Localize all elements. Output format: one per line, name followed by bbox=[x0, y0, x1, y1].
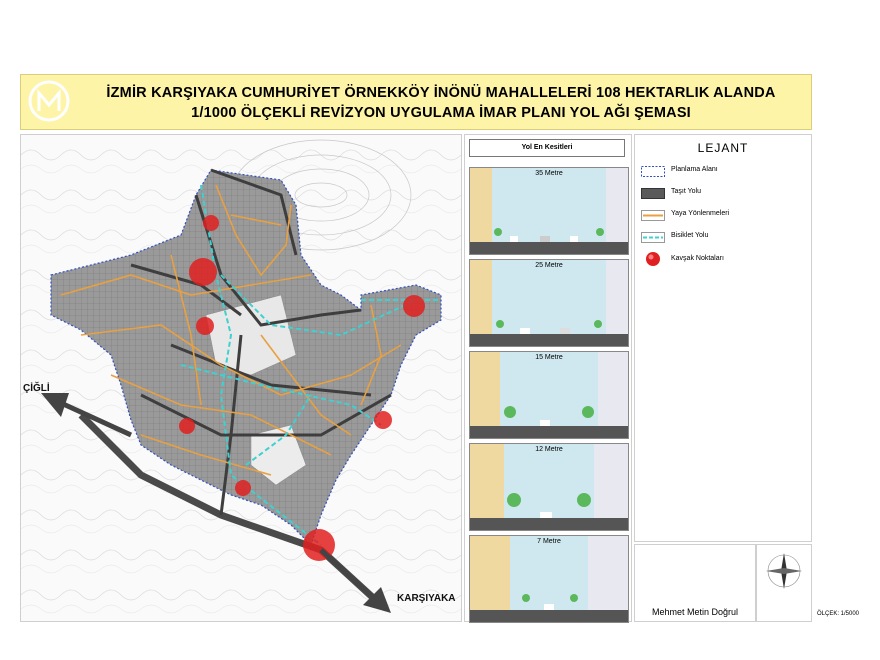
junction-point bbox=[403, 295, 425, 317]
section-label: 35 Metre bbox=[535, 170, 563, 177]
junction-point bbox=[203, 215, 219, 231]
sections-title: Yol En Kesitleri bbox=[469, 139, 625, 157]
pedestrian-route-icon bbox=[641, 210, 665, 221]
legend-label: Bisiklet Yolu bbox=[671, 232, 709, 239]
vehicle-road-icon bbox=[641, 188, 665, 199]
label-cigli: ÇİĞLİ bbox=[23, 383, 50, 394]
title-line-1: İZMİR KARŞIYAKA CUMHURİYET ÖRNEKKÖY İNÖNÜ MAHALLELERİ 108 HEKTARLIK ALANDA bbox=[106, 85, 776, 101]
junction-point bbox=[196, 317, 214, 335]
legend-item-bicycle bbox=[641, 231, 807, 245]
scale-label: ÖLÇEK: 1/5000 bbox=[816, 611, 860, 617]
legend-item-vehicle-road bbox=[641, 187, 807, 201]
legend-label: Planlama Alanı bbox=[671, 166, 718, 173]
legend-panel bbox=[634, 134, 812, 542]
section-12m bbox=[469, 443, 629, 531]
section-15m bbox=[469, 351, 629, 439]
bicycle-lane-icon bbox=[641, 232, 665, 243]
section-drawing bbox=[470, 352, 628, 438]
author-name: Mehmet Metin Doğrul bbox=[651, 607, 739, 617]
section-label: 25 Metre bbox=[535, 262, 563, 269]
map-drawing bbox=[21, 135, 461, 621]
road-network-map bbox=[20, 134, 462, 622]
label-karsiyaka: KARŞIYAKA bbox=[397, 593, 456, 604]
section-label: 7 Metre bbox=[537, 538, 561, 545]
junction-point bbox=[179, 418, 195, 434]
junction-point bbox=[189, 258, 217, 286]
municipality-logo bbox=[27, 79, 71, 123]
author-box bbox=[634, 544, 756, 622]
legend-label: Yaya Yönlenmeleri bbox=[671, 210, 730, 217]
junction-point bbox=[235, 480, 251, 496]
section-drawing bbox=[470, 260, 628, 346]
legend-item-junction bbox=[641, 251, 807, 269]
section-label: 15 Metre bbox=[535, 354, 563, 361]
section-35m bbox=[469, 167, 629, 255]
legend-title: LEJANT bbox=[697, 141, 749, 155]
section-drawing bbox=[470, 536, 628, 622]
planning-area-icon bbox=[641, 166, 665, 177]
legend-label: Kavşak Noktaları bbox=[671, 255, 724, 262]
section-25m bbox=[469, 259, 629, 347]
section-drawing bbox=[470, 444, 628, 530]
title-banner bbox=[20, 74, 812, 130]
legend-item-pedestrian bbox=[641, 209, 807, 223]
north-arrow-icon bbox=[757, 545, 811, 599]
section-drawing bbox=[470, 168, 628, 254]
section-label: 12 Metre bbox=[535, 446, 563, 453]
legend-label: Taşıt Yolu bbox=[671, 188, 701, 195]
legend-item-planning-area bbox=[641, 165, 807, 179]
road-sections-panel bbox=[464, 134, 632, 622]
section-7m bbox=[469, 535, 629, 623]
junction-point bbox=[374, 411, 392, 429]
junction-point-icon bbox=[641, 251, 665, 267]
scale-box bbox=[756, 544, 860, 622]
title-line-2: 1/1000 ÖLÇEKLİ REVİZYON UYGULAMA İMAR PLANI YOL AĞI ŞEMASI bbox=[191, 105, 691, 121]
